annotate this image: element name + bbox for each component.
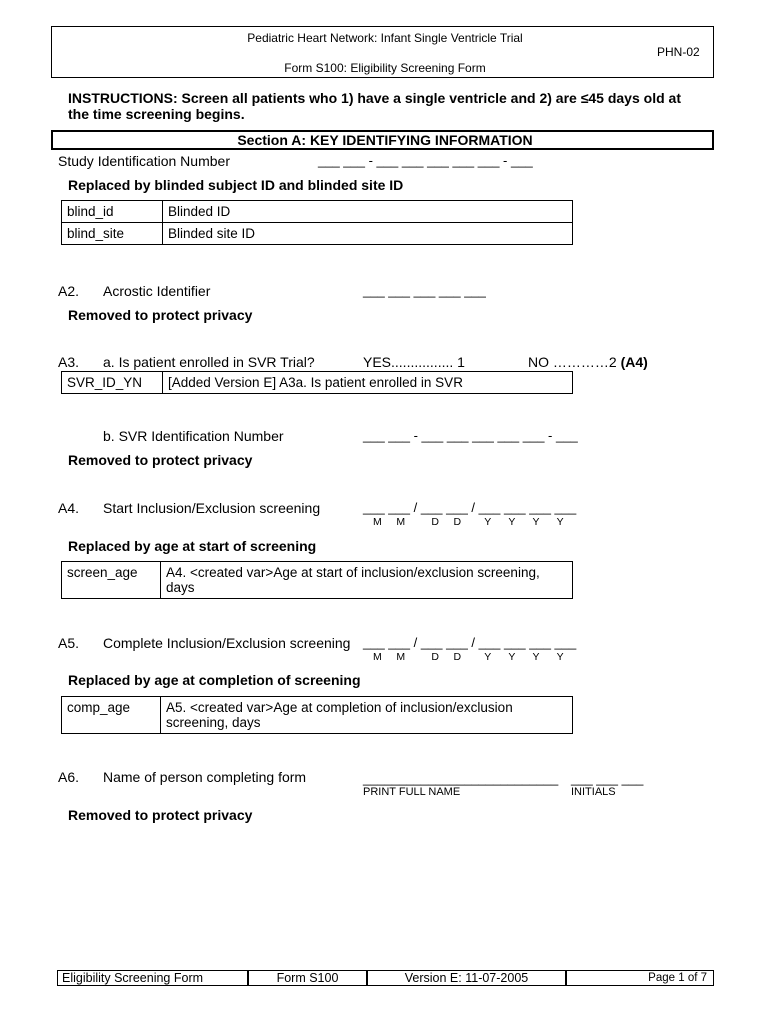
a6-initials-line: ___ ___ ___ [571, 771, 644, 786]
a5-note: Replaced by age at completion of screening [68, 672, 361, 688]
var-desc: Blinded ID [163, 201, 573, 223]
var-desc: Blinded site ID [163, 223, 573, 245]
a4-date-letters: M M D D Y Y Y Y [373, 516, 564, 528]
header-code: PHN-02 [657, 45, 700, 59]
blinded-id-table [61, 200, 573, 245]
footer-version: Version E: 11-07-2005 [367, 970, 566, 986]
table-row [62, 562, 573, 599]
var-desc-line1: A5. <created var>Age at completion of inclusion/exclusion [166, 700, 513, 715]
a3-no-option [528, 354, 648, 370]
a3b-label: b. SVR Identification Number [103, 428, 284, 444]
var-desc [161, 562, 573, 599]
a3b-blanks: ___ ___ - ___ ___ ___ ___ ___ - ___ [363, 428, 578, 443]
a5-number: A5. [58, 635, 80, 651]
instructions-line2: the time screening begins. [68, 106, 245, 122]
var-desc [161, 697, 573, 734]
a5-var-table [61, 696, 573, 734]
a3-note: Removed to protect privacy [68, 452, 253, 468]
var-desc-line2: screening, days [166, 715, 261, 730]
instructions-line1: INSTRUCTIONS: Screen all patients who 1) have a single ventricle and 2) are ≤45 days old at [68, 90, 681, 106]
a2-blanks: ___ ___ ___ ___ ___ [363, 283, 486, 298]
a3-label: a. Is patient enrolled in SVR Trial? [103, 354, 315, 370]
study-id-label: Study Identification Number [58, 153, 230, 169]
a6-name-caption: PRINT FULL NAME [363, 786, 461, 798]
a3-yes-option: YES................ 1 [363, 354, 465, 370]
var-desc-line2: days [166, 580, 195, 595]
a5-date-letters: M M D D Y Y Y Y [373, 651, 564, 663]
var-desc-line1: A4. <created var>Age at start of inclusion/exclusion screening, [166, 565, 540, 580]
a4-var-table [61, 561, 573, 599]
a2-note: Removed to protect privacy [68, 307, 253, 323]
a6-label: Name of person completing form [103, 769, 307, 785]
a3-skip: (A4) [620, 354, 648, 370]
a4-number: A4. [58, 500, 80, 516]
a3-no-label: NO …………2 [528, 354, 617, 370]
a3-var-table [61, 371, 573, 394]
var-name: comp_age [62, 697, 161, 734]
var-name: blind_id [62, 201, 163, 223]
a6-number: A6. [58, 769, 80, 785]
a6-initials-caption: INITIALS [571, 786, 616, 798]
table-row [62, 372, 573, 394]
a3-number: A3. [58, 354, 80, 370]
table-row [62, 223, 573, 245]
a2-label: Acrostic Identifier [103, 283, 211, 299]
var-name: screen_age [62, 562, 161, 599]
a4-note: Replaced by age at start of screening [68, 538, 317, 554]
table-row [62, 201, 573, 223]
a6-name-line: ___________________________ [363, 771, 559, 786]
a4-date-blanks: ___ ___ / ___ ___ / ___ ___ ___ ___ [363, 500, 577, 515]
footer-form-code: Form S100 [248, 970, 367, 986]
a2-number: A2. [58, 283, 80, 299]
var-name: SVR_ID_YN [62, 372, 163, 394]
a5-label: Complete Inclusion/Exclusion screening [103, 635, 351, 651]
header-form-title: Form S100: Eligibility Screening Form [284, 61, 486, 75]
table-row [62, 697, 573, 734]
a5-date-blanks: ___ ___ / ___ ___ / ___ ___ ___ ___ [363, 635, 577, 650]
var-desc: [Added Version E] A3a. Is patient enrolled in SVR [163, 372, 573, 394]
footer-form-name: Eligibility Screening Form [57, 970, 248, 986]
a6-note: Removed to protect privacy [68, 807, 253, 823]
a4-label: Start Inclusion/Exclusion screening [103, 500, 321, 516]
replaced-note-study-id: Replaced by blinded subject ID and blinded site ID [68, 177, 404, 193]
header-title: Pediatric Heart Network: Infant Single Ventricle Trial [247, 31, 523, 45]
footer-page-number: Page 1 of 7 [566, 970, 714, 986]
study-id-blanks: ___ ___ - ___ ___ ___ ___ ___ - ___ [318, 153, 533, 168]
var-name: blind_site [62, 223, 163, 245]
section-a-title: Section A: KEY IDENTIFYING INFORMATION [237, 132, 533, 148]
